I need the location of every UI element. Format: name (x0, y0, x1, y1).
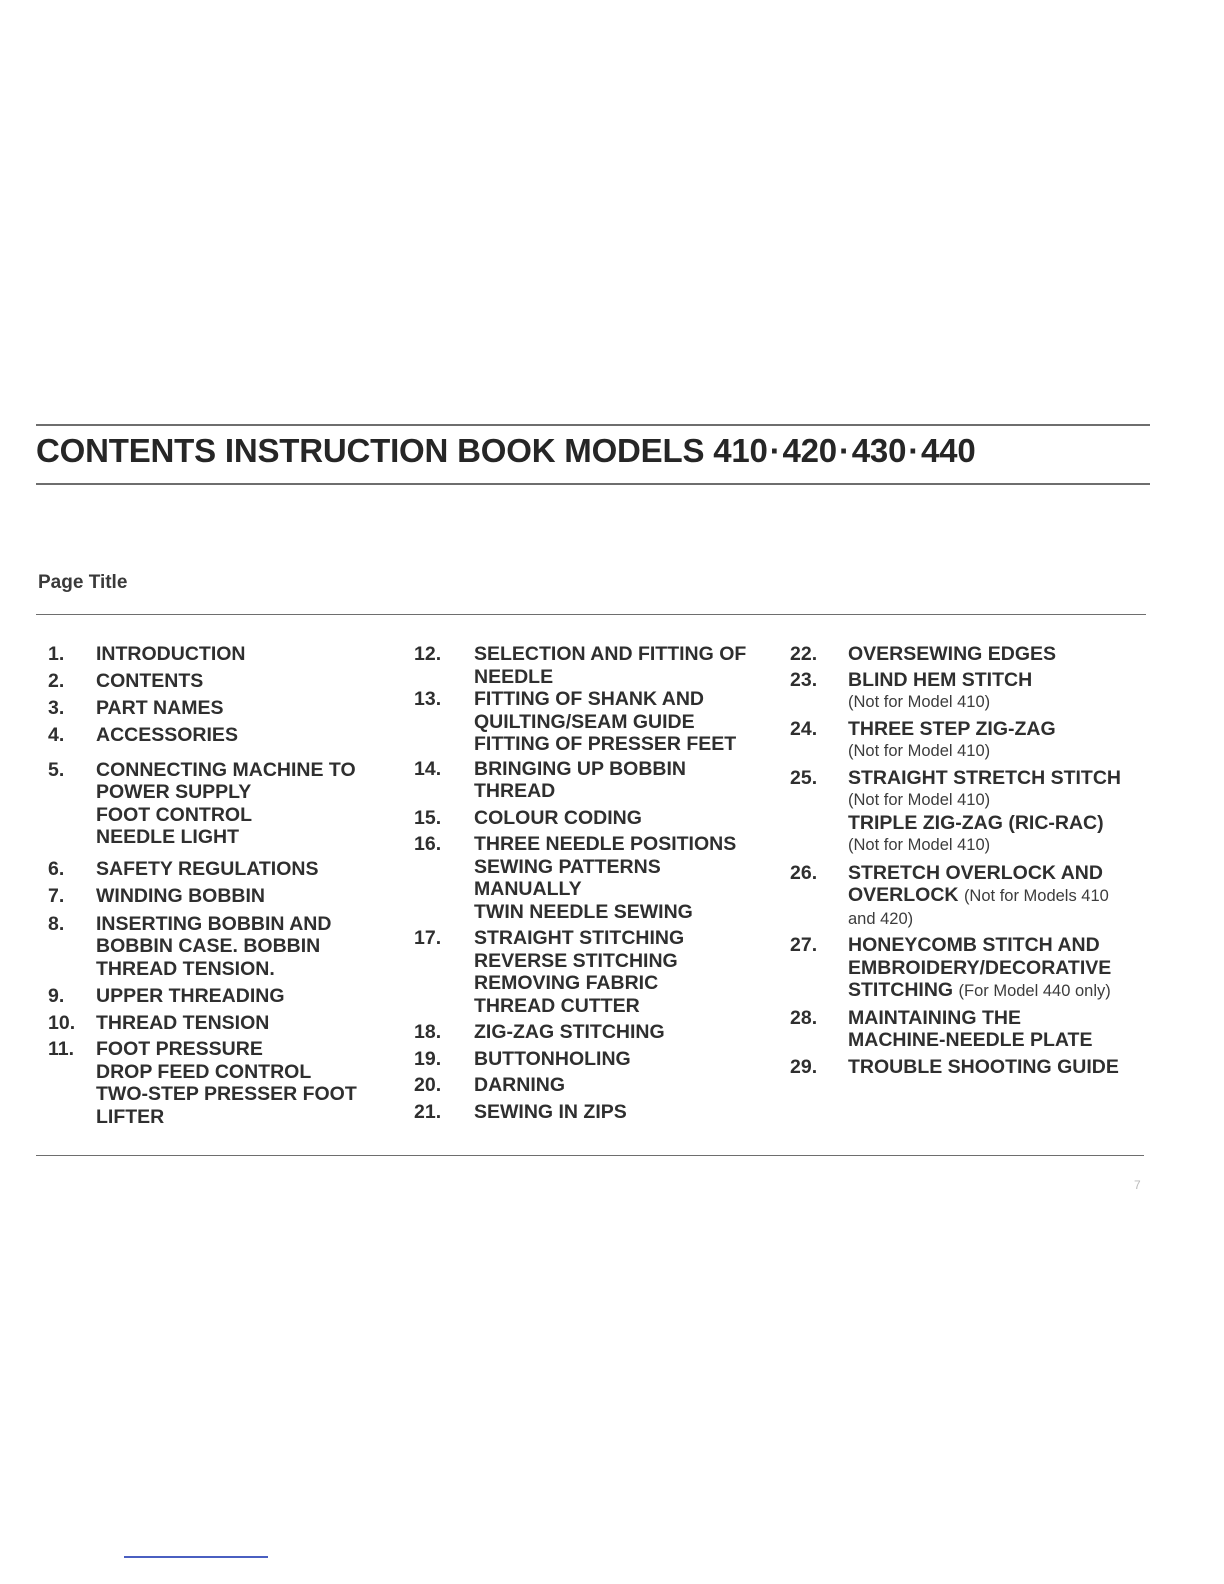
entry-number: 25. (790, 766, 818, 789)
contents-entry (48, 643, 398, 666)
column-header: Page Title (38, 572, 128, 593)
entry-number: 7. (48, 885, 65, 907)
contents-bottom-rule (36, 1155, 1144, 1156)
entry-number: 28. (790, 1006, 818, 1029)
contents-entry (414, 688, 784, 756)
entry-title-line: FITTING OF SHANK AND (474, 688, 705, 710)
header-underline-rule (36, 614, 1146, 615)
entry-title-line: QUILTING/SEAM GUIDE (474, 710, 695, 733)
contents-column-1 (48, 643, 398, 1128)
page-number: 7 (1134, 1178, 1141, 1192)
entry-title-line: DARNING (474, 1074, 565, 1096)
entry-title-line: (Not for Model 410) (848, 693, 991, 711)
entry-number: 29. (790, 1055, 818, 1078)
contents-entry (48, 1012, 398, 1035)
entry-number: 9. (48, 985, 65, 1007)
entry-number: 24. (790, 717, 818, 740)
entry-number: 22. (790, 643, 818, 665)
contents-entry (790, 767, 1162, 857)
entry-title-line: LIFTER (96, 1105, 165, 1128)
entry-title-line: (Not for Model 410) (848, 791, 991, 809)
entry-title-line: WINDING BOBBIN (96, 885, 265, 907)
entry-number: 4. (48, 724, 65, 746)
contents-entry (790, 1056, 1162, 1079)
entry-title-line: CONNECTING MACHINE TO (96, 758, 356, 781)
contents-column-2 (414, 643, 784, 1123)
entry-title-line: TWO-STEP PRESSER FOOT (96, 1083, 357, 1105)
entry-number: 16. (414, 833, 442, 855)
entry-number: 13. (414, 688, 442, 710)
entry-title-line: TWIN NEEDLE SEWING (474, 900, 693, 923)
entry-title-line: THREAD CUTTER (474, 994, 640, 1017)
contents-entry (48, 759, 398, 849)
contents-entry (414, 1048, 784, 1071)
entry-title-line: BLIND HEM STITCH (848, 668, 1033, 691)
entry-title-line: OVERLOCK (Not for Models 410 (848, 884, 1109, 906)
entry-title-line: ACCESSORIES (96, 724, 238, 746)
entry-title-line: DROP FEED CONTROL (96, 1060, 312, 1083)
contents-entry (414, 1021, 784, 1044)
contents-entry (790, 643, 1162, 666)
entry-title-line: PART NAMES (96, 697, 224, 719)
entry-number: 5. (48, 758, 65, 781)
contents-entry (48, 985, 398, 1008)
model-420: 420 (782, 432, 837, 469)
contents-entry (414, 927, 784, 1017)
entry-number: 27. (790, 934, 818, 956)
entry-number: 19. (414, 1047, 442, 1070)
entry-title-line: STRETCH OVERLOCK AND (848, 861, 1103, 884)
entry-title-line: ZIG-ZAG STITCHING (474, 1021, 665, 1043)
entry-title-line: and 420) (848, 909, 914, 928)
entry-number: 6. (48, 857, 65, 880)
entry-number: 20. (414, 1074, 442, 1096)
entry-title-line: BUTTONHOLING (474, 1047, 631, 1070)
entry-title-line: THREAD TENSION (96, 1011, 270, 1034)
entry-number: 3. (48, 697, 65, 719)
entry-number: 2. (48, 670, 65, 692)
entry-title-line: MAINTAINING THE (848, 1006, 1021, 1029)
entry-title-line: NEEDLE (474, 665, 554, 688)
entry-number: 10. (48, 1011, 76, 1034)
contents-entry (790, 669, 1162, 714)
entry-title-line: FOOT PRESSURE (96, 1038, 263, 1060)
entry-title-line: MACHINE-NEEDLE PLATE (848, 1029, 1093, 1051)
contents-entry (790, 718, 1162, 763)
entry-title-line: STITCHING (For Model 440 only) (848, 979, 1111, 1001)
contents-entry (790, 934, 1162, 1003)
contents-entry (414, 1074, 784, 1097)
entry-title-line: FOOT CONTROL (96, 803, 252, 826)
contents-entry (414, 807, 784, 830)
entry-number: 14. (414, 757, 442, 780)
entry-title-line: THREE NEEDLE POSITIONS (474, 833, 737, 855)
entry-title-line: UPPER THREADING (96, 985, 285, 1007)
entry-title-line: SEWING IN ZIPS (474, 1100, 627, 1123)
entry-number: 18. (414, 1021, 442, 1043)
contents-entry (48, 724, 398, 747)
entry-number: 12. (414, 643, 442, 665)
entry-title-line: THREAD (474, 780, 556, 802)
entry-title-line: INSERTING BOBBIN AND (96, 912, 332, 935)
entry-title-line: HONEYCOMB STITCH AND (848, 934, 1100, 956)
entry-title-line: STRAIGHT STITCHING (474, 927, 685, 949)
entry-title-line: INTRODUCTION (96, 643, 246, 665)
model-430: 430 (851, 432, 907, 469)
contents-entry (414, 643, 784, 688)
contents-entry (414, 758, 784, 803)
contents-entry (790, 1007, 1162, 1052)
entry-title-line: TROUBLE SHOOTING GUIDE (848, 1055, 1119, 1078)
entry-title-line: BRINGING UP BOBBIN (474, 757, 686, 780)
entry-title-line: CONTENTS (96, 670, 204, 692)
model-separator: · (908, 432, 920, 469)
contents-entry (48, 913, 398, 981)
entry-number: 11. (48, 1038, 75, 1060)
contents-entry (414, 833, 784, 923)
entry-title-line: SEWING PATTERNS (474, 855, 661, 878)
contents-entry (48, 697, 398, 720)
model-separator: · (838, 432, 850, 469)
entry-title-line: REVERSE STITCHING (474, 949, 678, 972)
entry-title-line: (Not for Model 410) (848, 742, 991, 760)
model-440: 440 (921, 432, 976, 469)
entry-title-line: OVERSEWING EDGES (848, 643, 1057, 665)
contents-column-3 (790, 643, 1162, 1078)
entry-number: 26. (790, 861, 818, 884)
entry-note: (Not for Models 410 (963, 887, 1109, 905)
entry-title-line: STRAIGHT STRETCH STITCH (848, 766, 1121, 789)
entry-number: 17. (414, 927, 442, 949)
entry-number: 1. (48, 643, 65, 665)
title-top-rule (36, 424, 1150, 426)
entry-number: 21. (414, 1100, 442, 1123)
entry-title-line: SAFETY REGULATIONS (96, 857, 319, 880)
entry-title-line: EMBROIDERY/DECORATIVE (848, 956, 1112, 979)
entry-number: 15. (414, 806, 442, 829)
contents-entry (48, 670, 398, 693)
entry-title-line: MANUALLY (474, 878, 582, 900)
contents-entry (48, 885, 398, 908)
title-main: CONTENTS INSTRUCTION BOOK MODELS (36, 432, 705, 469)
entry-number: 23. (790, 668, 818, 691)
entry-title-line: BOBBIN CASE. BOBBIN (96, 935, 321, 957)
contents-entry (414, 1101, 784, 1124)
entry-title-line: COLOUR CODING (474, 806, 642, 829)
entry-title-line: REMOVING FABRIC (474, 972, 659, 994)
model-410: 410 (713, 432, 768, 469)
entry-title-line: NEEDLE LIGHT (96, 826, 240, 848)
contents-entry (48, 858, 398, 881)
entry-number: 8. (48, 912, 65, 935)
bottom-link-underline (124, 1556, 268, 1558)
entry-title-line: THREAD TENSION. (96, 957, 275, 980)
entry-title-line: TRIPLE ZIG-ZAG (RIC-RAC) (848, 811, 1104, 834)
entry-title-line: (Not for Model 410) (848, 836, 991, 854)
model-separator: · (769, 432, 781, 469)
contents-entry (48, 1038, 398, 1128)
contents-entry (790, 862, 1162, 931)
page-title (36, 432, 976, 470)
entry-note: (For Model 440 only) (958, 982, 1111, 1000)
entry-title-line: THREE STEP ZIG-ZAG (848, 717, 1056, 740)
entry-title-line: SELECTION AND FITTING OF (474, 643, 747, 665)
entry-title-line: FITTING OF PRESSER FEET (474, 733, 737, 755)
title-bottom-rule (36, 483, 1150, 485)
entry-title-line: POWER SUPPLY (96, 781, 252, 803)
